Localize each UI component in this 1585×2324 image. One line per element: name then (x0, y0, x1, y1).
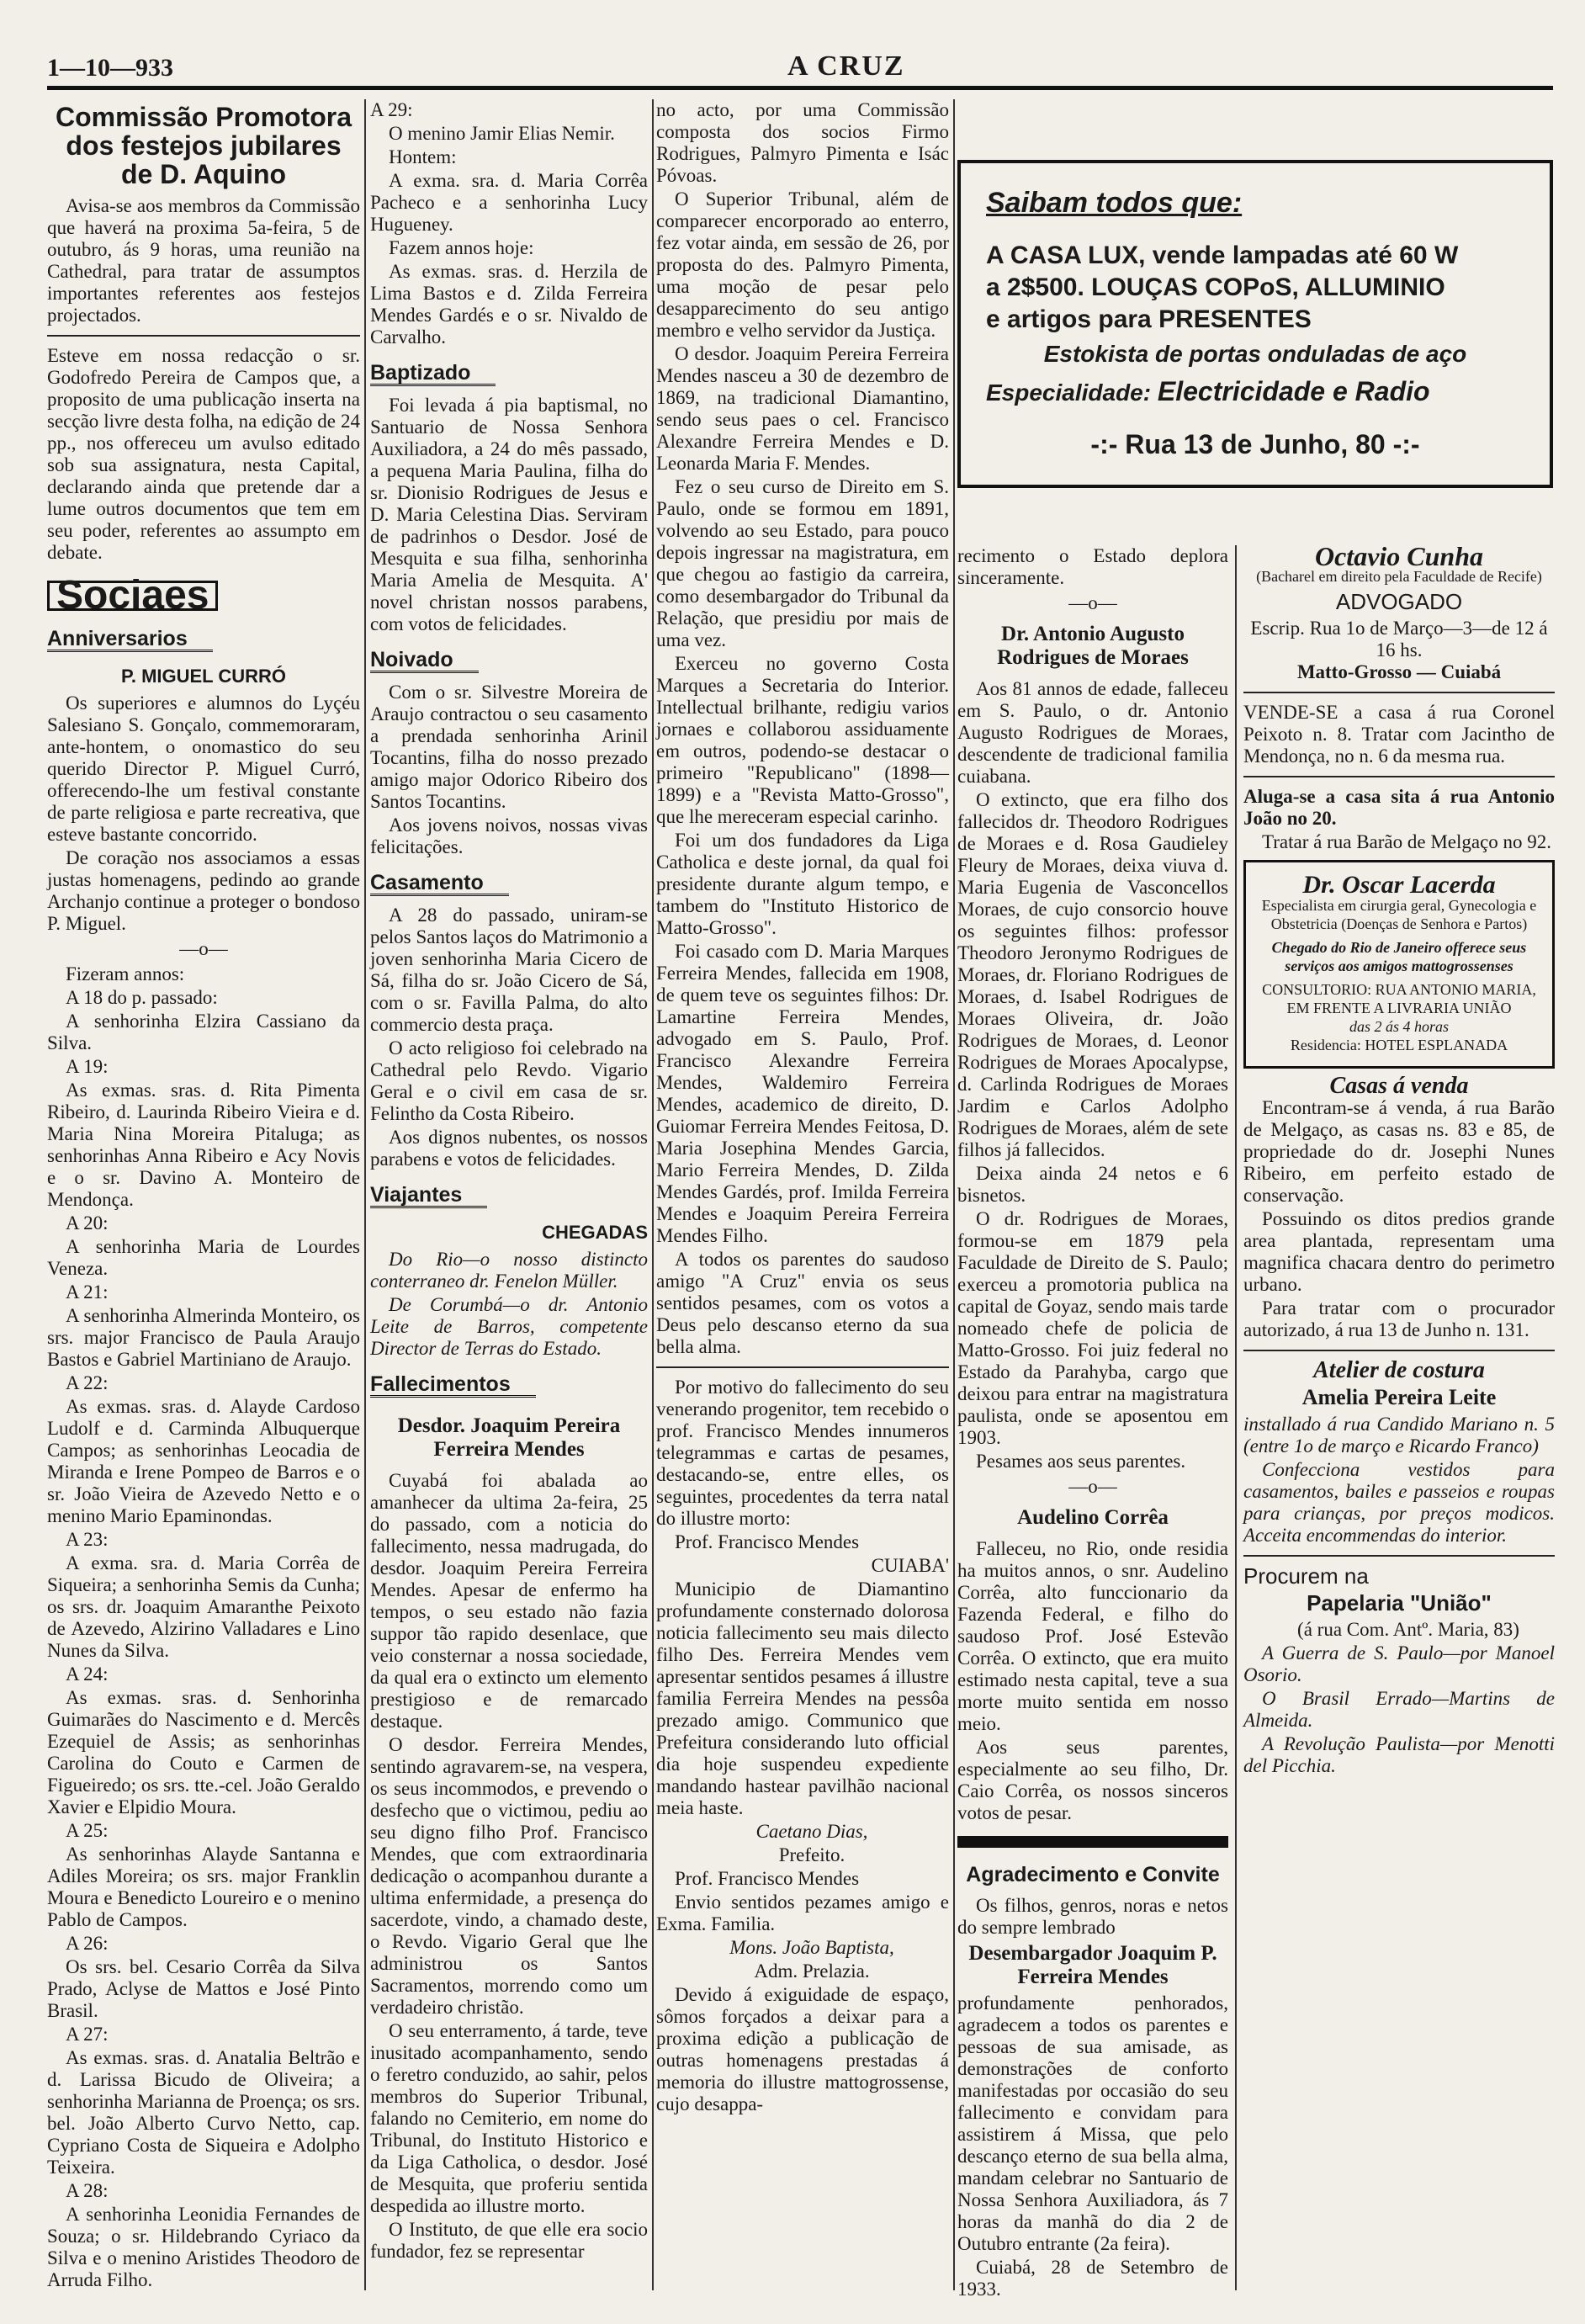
column-5 (1243, 541, 1555, 1779)
ad-specialty (986, 376, 1524, 407)
desdor-headline: Desdor. Joaquim Pereira Ferreira Mendes (397, 1414, 621, 1461)
birthday-entry: As exmas. sras. d. Senhorinha Guimarães do Nascimento e d. Mercês Ezequiel de Assis; as senhorinhas Carolina do Couto e Carmen de Figueiredo; os srs. tte.-cel. João Geraldo Xavier e Elpidio Moura. (47, 1687, 360, 1817)
page-number: 1—10—933 (47, 54, 173, 82)
birthday-entry: A 19: (66, 1056, 109, 1077)
article-text: recimento o Estado deplora sinceramente. (957, 545, 1228, 588)
column-1 (47, 99, 360, 2293)
article-text: Foi um dos fundadores da Liga Catholica e deste jornal, da qual foi presidente durante algum tempo, e tambem do "Instituto Historico de Matto-Grosso". (656, 830, 949, 938)
birthday-entry: A 21: (66, 1281, 109, 1303)
separator: —o— (1068, 592, 1117, 613)
viajantes-text: De Corumbá—o dr. Antonio Leite de Barros, competente Director de Terras do Estado. (370, 1294, 648, 1359)
sociaes-header: Sociaes (47, 581, 218, 611)
baptizado-header: Baptizado (370, 362, 496, 386)
casamento-text: A 28 do passado, uniram-se pelos Santos laços do Matrimonio a joven senhorinha Maria Cicero de Sá, filha do sr. João Cicero de Sá, com o sr. Favilla Palma, do alto commercio desta praça. (370, 905, 648, 1035)
birthday-entry: A 26: (66, 1933, 109, 1954)
papelaria-address: (á rua Com. Antº. Maria, 83) (1297, 1619, 1519, 1640)
telegram-role: Prefeito. (778, 1844, 846, 1865)
birthday-entry: A senhorinha Elzira Cassiano da Silva. (47, 1011, 360, 1053)
masthead-rule (47, 86, 1553, 90)
birthday-entry: As senhorinhas Alayde Santanna e Adiles Moreira; os srs. major Franklin Moura e Benedicto Loureiro e o menino Pablo de Campos. (47, 1844, 360, 1930)
anniversarios-header: Anniversarios (47, 628, 213, 652)
article-text: Foi casado com D. Maria Marques Ferreira Mendes, fallecida em 1908, de quem teve os seguintes filhos: Dr. Lamartine Ferreira Mendes, advogado em S. Paulo, Prof. Francisco Alexandre Ferreira Mendes, Waldemiro Ferreira Mendes, academico de direito, D. Guiomar Ferreira Mendes Feitosa, D. Maria Josephina Mendes Garcia, Mario Ferreira Mendes, D. Zilda Mendes Gardés, prof. Imilda Ferreira Mendes e Joaquim Pereira Ferreira Mendes Filho. (656, 941, 949, 1246)
closing-date: Cuiabá, 28 de Setembro de 1933. (957, 2257, 1228, 2300)
birthday-entry: As exmas. sras. d. Herzila de Lima Bastos e d. Zilda Ferreira Mendes Gardés e o sr. Nivaldo de Carvalho. (370, 261, 648, 348)
divider (1243, 1350, 1555, 1351)
article-text: Deixa ainda 24 netos e 6 bisnetos. (957, 1163, 1228, 1206)
birthday-entry: As exmas. sras. d. Alayde Cardoso Ludolf e d. Carminda Albuquerque Campos; as senhorinhas Leocadia de Miranda e Irene Pompeo de Barros e o sr. João Vieira de Azevedo Netto e o menino Mario Epaminondas. (47, 1396, 360, 1526)
octavio-city: Matto-Grosso — Cuiabá (1296, 661, 1502, 682)
casas-text: Encontram-se á venda, á rua Barão de Melgaço, as casas ns. 83 e 85, de propriedade do dr. Josephi Nunes Ribeiro, em perfeito estado de conservação. (1243, 1097, 1555, 1206)
birthday-entry: As exmas. sras. d. Anatalia Beltrão e d. Larissa Bicudo de Oliveira; a senhorinha Marianna de Proença; os srs. bel. João Alberto Curvo Netto, cap. Cypriano Costa de Siqueira e Adolpho Teixeira. (47, 2047, 360, 2178)
casas-text: Possuindo os ditos predios grande area plantada, representam uma magnifica chacara dentro do perimetro urbano. (1243, 1208, 1555, 1295)
column-divider (953, 99, 955, 2290)
book-item: O Brasil Errado—Martins de Almeida. (1243, 1688, 1555, 1731)
fallecimentos-header: Fallecimentos (370, 1373, 536, 1398)
article-text: O desdor. Joaquim Pereira Ferreira Mendes nasceu a 30 de dezembro de 1869, na tradicional Diamantino, sendo seus paes o cel. Francisco Alexandre Ferreira Mendes e D. Leonarda Maria F. Mendes. (656, 343, 949, 474)
aluga-tratar: Tratar á rua Barão de Melgaço no 92. (1262, 831, 1552, 852)
miguel-text: Os superiores e alumnos do Lyçéu Salesiano S. Gonçalo, commemoraram, ante-hontem, o onomastico do seu querido Director P. Miguel Curró, offerecendo-lhe um festival constante de parte religiosa e parte recreativa, que esteve bastante concorrido. (47, 692, 360, 845)
article-text: Exerceu no governo Costa Marques a Secretaria do Interior. Intellectual brilhante, redigiu varios jornaes e collaborou assiduamente em outros, podendo-se destacar o primeiro "Republicano" (1898—1899) e a "Revista Matto-Grosso", que lhe mereceram especial carinho. (656, 653, 949, 827)
casamento-text: Aos dignos nubentes, os nossos parabens e votos de felicidades. (370, 1127, 648, 1170)
birthday-entry: A 23: (66, 1529, 109, 1550)
divider (1243, 776, 1555, 777)
atelier-text: installado á rua Candido Mariano n. 5 (entre 1o de março e Ricardo Franco) (1243, 1414, 1555, 1456)
paper-name: A CRUZ (787, 50, 905, 82)
birthday-entry: A 29: (370, 99, 413, 120)
ad-line: a 2$500. LOUÇAS COPoS, ALLUMINIO (986, 273, 1445, 301)
article-text: O Superior Tribunal, além de comparecer encorporado ao enterro, fez votar ainda, em sessão de 26, por proposta do des. Palmyro Pimenta, uma moção de pesar pelo desapparecimento do seu antigo membro e velho servidor da Justiça. (656, 188, 949, 341)
article-text: O extincto, que era filho dos fallecidos dr. Theodoro Rodrigues de Moraes e d. Rosa Gaudieley Fleury de Moraes, deixa viuva d. Maria Eugenia de Vasconcellos Moraes, de cujo consorcio houve os seguintes filhos: professor Theodoro Jeronymo Rodrigues de Moraes, dr. Floriano Rodrigues de Moraes, d. Isabel Rodrigues de Moraes Oliveira, dr. João Rodrigues de Moraes, d. Leonor Rodrigues de Moraes Apocalypse, d. Carlinda Rodrigues de Moraes Jardim e Carlos Adolpho Rodrigues de Moraes, além de sete filhos já fallecidos. (957, 789, 1228, 1160)
casa-lux-ad (957, 160, 1553, 488)
desembargador-name: Desembargador Joaquim P. Ferreira Mendes (968, 1942, 1217, 1988)
birthday-entry: A 22: (66, 1372, 109, 1393)
aluga-text: Aluga-se a casa sita á rua Antonio João no 20. (1243, 786, 1555, 829)
rodrigues-headline: Dr. Antonio Augusto Rodrigues de Moraes (997, 623, 1189, 669)
oscar-hours: das 2 ás 4 horas (1349, 1018, 1450, 1035)
noivado-header: Noivado (370, 649, 479, 673)
desdor-text: Cuyabá foi abalada ao amanhecer da ultima 2a-feira, 25 do passado, com a noticia do fallecimento, nessa madrugada, do desdor. Joaquim Pereira Ferreira Mendes. Apesar de enfermo ha tempos, o seu estado não fazia suppor tão rapido desenlace, que veio consternar a nossa sociedade, da qual era o extincto um elemento prestigioso e de remarcado destaque. (370, 1470, 648, 1732)
noivado-text: Aos jovens noivos, nossas vivas felicitações. (370, 814, 648, 857)
oscar-chegado: Chegado do Rio de Janeiro offerece seus serviços aos amigos mattogrossenses (1271, 939, 1527, 974)
ad-line: Estokista de portas onduladas de aço (1043, 341, 1467, 367)
oscar-spec: Especialista em cirurgia geral, Gynecologia e Obstetricia (Doenças de Senhora e Partos) (1261, 897, 1537, 932)
procurem: Procurem na (1243, 1563, 1369, 1589)
column-4 (957, 545, 1228, 2302)
birthday-entry: A 18 do p. passado: (66, 987, 218, 1008)
article-text: Por motivo do fallecimento do seu venerando progenitor, tem recebido o prof. Francisco Mendes innumeros telegrammas e cartas de pesames, destacando-se, entre elles, os seguintes, procedentes da terra natal do illustre morto: (656, 1377, 949, 1529)
telegram-text: Envio sentidos pezames amigo e Exma. Familia. (656, 1892, 949, 1934)
book-item: A Guerra de S. Paulo—por Manoel Osorio. (1243, 1642, 1555, 1685)
birthday-entry: O menino Jamir Elias Nemir. (389, 123, 615, 144)
chegadas-label: CHEGADAS (542, 1222, 648, 1243)
article-text: Aos seus parentes, especialmente ao seu filho, Dr. Caio Corrêa, os nossos sinceros votos de pesar. (957, 1737, 1228, 1823)
article-text: Pesames aos seus parentes. (976, 1451, 1186, 1472)
birthday-entry: A 28: (66, 2180, 109, 2201)
birthday-entry: A senhorinha Almerinda Monteiro, os srs. major Francisco de Paula Araujo Bastos e Gabriel Martiniano de Araujo. (47, 1305, 360, 1370)
column-divider (364, 99, 366, 2290)
desdor-text: O desdor. Ferreira Mendes, sentindo agravarem-se, na vespera, os seus incommodos, e prevendo o desfecho que o victimou, pediu ao seu digno filho Prof. Francisco Mendes, que com extraordinaria dedicação o acompanhou durante a ultima enfermidade, a presença do sacerdote, vindo, a chamado deste, o Revdo. Vigario Geral que lhe administrou os Santos Sacramentos, morrendo como um verdadeiro christão. (370, 1734, 648, 2018)
commissao-text: Avisa-se aos membros da Commissão que haverá na proxima 5a-feira, 5 de outubro, ás 9 horas, uma reunião na Cathedral, para tratar de assumptos importantes referentes aos festejos projectados. (47, 195, 360, 326)
birthday-entry: Os srs. bel. Cesario Corrêa da Silva Prado, Aclyse de Mattos e José Pinto Brasil. (47, 1956, 360, 2021)
column-divider (1235, 545, 1237, 2290)
commissao-headline: Commissão Promotora dos festejos jubilares de D. Aquino (55, 102, 353, 189)
divider (1243, 692, 1555, 693)
telegram-recipient: Prof. Francisco Mendes (675, 1531, 860, 1552)
telegram-signature: Caetano Dias, (755, 1821, 868, 1842)
birthday-entry: A exma. sra. d. Maria Corrêa de Siqueira; a senhorinha Semis da Cunha; os srs. dr. Joaquim Amaranthe Peixoto de Azevedo, Alzirino Valladares e Lino Nunes da Silva. (47, 1552, 360, 1661)
birthday-entry: A senhorinha Maria de Lourdes Veneza. (47, 1236, 360, 1279)
book-item: A Revolução Paulista—por Menotti del Picchia. (1243, 1733, 1555, 1776)
esteve-text: Esteve em nossa redacção o sr. Godofredo Pereira de Campos que, a proposito de uma publicação inserta na secção livre desta folha, na edição de 24 pp., nos offereceu um avulso editado sob sua assignatura, nesta Capital, declarando ainda que pretende dar a lume outros documentos que tem em seu poder, referentes ao assumpto em debate. (47, 345, 360, 563)
birthday-entry: A exma. sra. d. Maria Corrêa Pacheco e a senhorinha Lucy Hugueney. (370, 170, 648, 235)
divider (47, 335, 360, 337)
atelier-text: Confecciona vestidos para casamentos, bailes e passeios e roupas para crianças, por preços modicos. Acceita encommendas do interior. (1243, 1459, 1555, 1546)
octavio-address: Escrip. Rua 1o de Março—3—de 12 á 16 hs. (1250, 618, 1548, 661)
birthday-entry: Hontem: (389, 146, 457, 167)
octavio-role: ADVOGADO (1335, 589, 1463, 614)
ad-line: A CASA LUX, vende lampadas até 60 W (986, 241, 1459, 269)
fizeram-annos: Fizeram annos: (66, 963, 185, 984)
column-2 (370, 99, 648, 2264)
article-text: Falleceu, no Rio, onde residia ha muitos annos, o snr. Audelino Corrêa, alto funccionario da Fazenda Federal, e filho do saudoso Prof. José Estevão Corrêa. O extincto, que era muito estimado nesta capital, teve a sua morte muito sentida em nosso meio. (957, 1538, 1228, 1734)
article-text: Aos 81 annos de edade, falleceu em S. Paulo, o dr. Antonio Augusto Rodrigues de Moraes, descendente de tradicional familia cuiabana. (957, 678, 1228, 787)
ad-specialty-label: Especialidade: (986, 379, 1152, 406)
separator: —o— (1068, 1476, 1117, 1497)
telegram-city: CUIABA' (871, 1555, 949, 1576)
article-text: Fez o seu curso de Direito em S. Paulo, onde se formou em 1891, volvendo ao seu Estado, para pouco depois ingressar na magistratura, em que chegou ao fastigio da carreira, como desembargador do Tribunal da Relação, que presidiu por mais de uma vez. (656, 476, 949, 650)
article-text: O dr. Rodrigues de Moraes, formou-se em 1879 pela Faculdade de Direito de S. Paulo; exerceu a promotoria publica na capital de Goyaz, sendo mais tarde nomeado chefe de policia de Matto-Grosso. Foi juiz federal no Estado da Parahyba, cargo que deixou para entrar na magistratura paulista, onde se aposentou em 1903. (957, 1208, 1228, 1448)
ad-title: Saibam todos que: (986, 187, 1243, 219)
desdor-text: O seu enterramento, á tarde, teve inusitado acompanhamento, sendo o feretro conduzido, ao sahir, pelos membros do Superior Tribunal, falando no Cemiterio, em nome do Tribunal, do Instituto Historico e da Liga Catholica, o desdor. José de Mesquita, que proferiu sentida despedida ao illustre morto. (370, 2020, 648, 2216)
oscar-residence: Residencia: HOTEL ESPLANADA (1290, 1037, 1508, 1053)
casas-title: Casas á venda (1329, 1073, 1469, 1099)
papelaria-name: Papelaria "União" (1307, 1590, 1492, 1616)
oscar-consult: CONSULTORIO: RUA ANTONIO MARIA, EM FRENTE A LIVRARIA UNIÃO (1262, 981, 1536, 1016)
audelino-headline: Audelino Corrêa (1017, 1506, 1169, 1529)
agradecimento-headline: Agradecimento e Convite (966, 1863, 1220, 1886)
divider (656, 1366, 949, 1368)
miguel-text-2: De coração nos associamos a essas justas homenagens, pedindo ao grande Archanjo continue a proteger o bondoso P. Miguel. (47, 847, 360, 934)
casamento-header: Casamento (370, 872, 509, 896)
ad-address: -:- Rua 13 de Junho, 80 -:- (1090, 429, 1420, 459)
oscar-title: Dr. Oscar Lacerda (1302, 871, 1496, 899)
viajantes-text: Do Rio—o nosso distincto conterraneo dr. Fenelon Müller. (370, 1249, 648, 1292)
birthday-entry: A 24: (66, 1663, 109, 1685)
octavio-title: Octavio Cunha (1314, 541, 1484, 571)
masthead (47, 49, 1553, 93)
atelier-name: Amelia Pereira Leite (1301, 1385, 1497, 1409)
birthday-entry: A 27: (66, 2024, 109, 2045)
article-text: profundamente penhorados, agradecem a todos os parentes e pessoas de sua amisade, as demonstrações de conforto manifestadas por occasião do seu fallecimento e convidam para assistirem á Missa, que pelo descanço eterno de sua bella alma, mandam celebrar no Santuario de Nossa Senhora Auxiliadora, ás 7 horas da manhã do dia 2 de Outubro entrante (2a feira). (957, 1992, 1228, 2254)
telegram-signature: Mons. João Baptista, (729, 1937, 894, 1958)
column-3 (656, 99, 949, 2117)
noivado-text: Com o sr. Silvestre Moreira de Araujo contractou o seu casamento a prendada senhorinha Arinil Tocantins, filha do nosso prezado amigo major Odorico Ribeiro dos Santos Tocantins. (370, 682, 648, 812)
casas-text: Para tratar com o procurador autorizado, á rua 13 de Junho n. 131. (1243, 1297, 1555, 1340)
viajantes-header: Viajantes (370, 1184, 487, 1208)
article-text: Devido á exiguidade de espaço, sômos forçados a deixar para a proxima edição a publicação de outras homenagens prestadas á memoria do illustre mattogrossense, cujo desappa- (656, 1984, 949, 2114)
article-text: no acto, por uma Commissão composta dos socios Firmo Rodrigues, Palmyro Pimenta e Isác Póvoas. (656, 99, 949, 186)
column-divider (652, 99, 654, 2290)
telegram-role: Adm. Prelazia. (754, 1961, 870, 1982)
oscar-ad (1243, 860, 1555, 1069)
birthday-entry: A senhorinha Leonidia Fernandes de Souza; o sr. Hildebrando Cyriaco da Silva e o menino Aristides Theodoro de Arruda Filho. (47, 2204, 360, 2290)
birthday-entry: As exmas. sras. d. Rita Pimenta Ribeiro, d. Laurinda Ribeiro Vieira e d. Maria Nina Moreira Pitaluga; as senhorinhas Anna Ribeiro e Acy Novis e o sr. Davino A. Monteiro de Mendonça. (47, 1080, 360, 1210)
ad-specialty-value: Electricidade e Radio (1157, 376, 1430, 406)
separator: —o— (179, 938, 228, 959)
birthday-entry: A 20: (66, 1212, 109, 1234)
baptizado-text: Foi levada á pia baptismal, no Santuario de Nossa Senhora Auxiliadora, a 24 do mês passado, a pequena Maria Paulina, filha do sr. Dionisio Rodrigues de Jesus e D. Maria Celestina Dias. Serviram de padrinhos o Desdor. José de Mesquita e sua filha, senhorinha Maria Amelia de Mesquita. A' novel christan nossos parabens, com votos de felicidades. (370, 395, 648, 634)
desdor-text: O Instituto, de que elle era socio fundador, fez se representar (370, 2219, 648, 2262)
birthday-entry: A 25: (66, 1820, 109, 1841)
article-text: Os filhos, genros, noras e netos do sempre lembrado (957, 1895, 1228, 1938)
birthday-entry: Fazem annos hoje: (389, 237, 534, 258)
ad-line: e artigos para PRESENTES (986, 305, 1312, 333)
article-text: A todos os parentes do saudoso amigo "A Cruz" envia os seus sentidos pesames, com os votos a Deus pelo descanso eterno da sua bella alma. (656, 1249, 949, 1357)
casamento-text: O acto religioso foi celebrado na Cathedral pelo Revdo. Vigario Geral e o civil em casa de sr. Felintho da Costa Ribeiro. (370, 1037, 648, 1124)
telegram-recipient: Prof. Francisco Mendes (675, 1868, 860, 1889)
vende-text: VENDE-SE a casa á rua Coronel Peixoto n. 8. Tratar com Jacintho de Mendonça, no n. 6 da mesma rua. (1243, 702, 1555, 767)
divider (1243, 1555, 1555, 1557)
octavio-sub: (Bacharel em direito pela Faculdade de Recife) (1256, 568, 1542, 585)
miguel-header: P. MIGUEL CURRÓ (121, 666, 286, 687)
black-bar (957, 1836, 1228, 1848)
telegram-text: Municipio de Diamantino profundamente consternado dolorosa noticia fallecimento seu mais dilecto filho Des. Ferreira Mendes vem apresentar sentidos pesames á illustre familia Ferreira Mendes na pessôa prezado amigo. Communico que Prefeitura considerando luto official dia hoje suspendeu expediente mandando hastear pavilhão nacional meia haste. (656, 1579, 949, 1818)
atelier-title: Atelier de costura (1313, 1357, 1485, 1383)
